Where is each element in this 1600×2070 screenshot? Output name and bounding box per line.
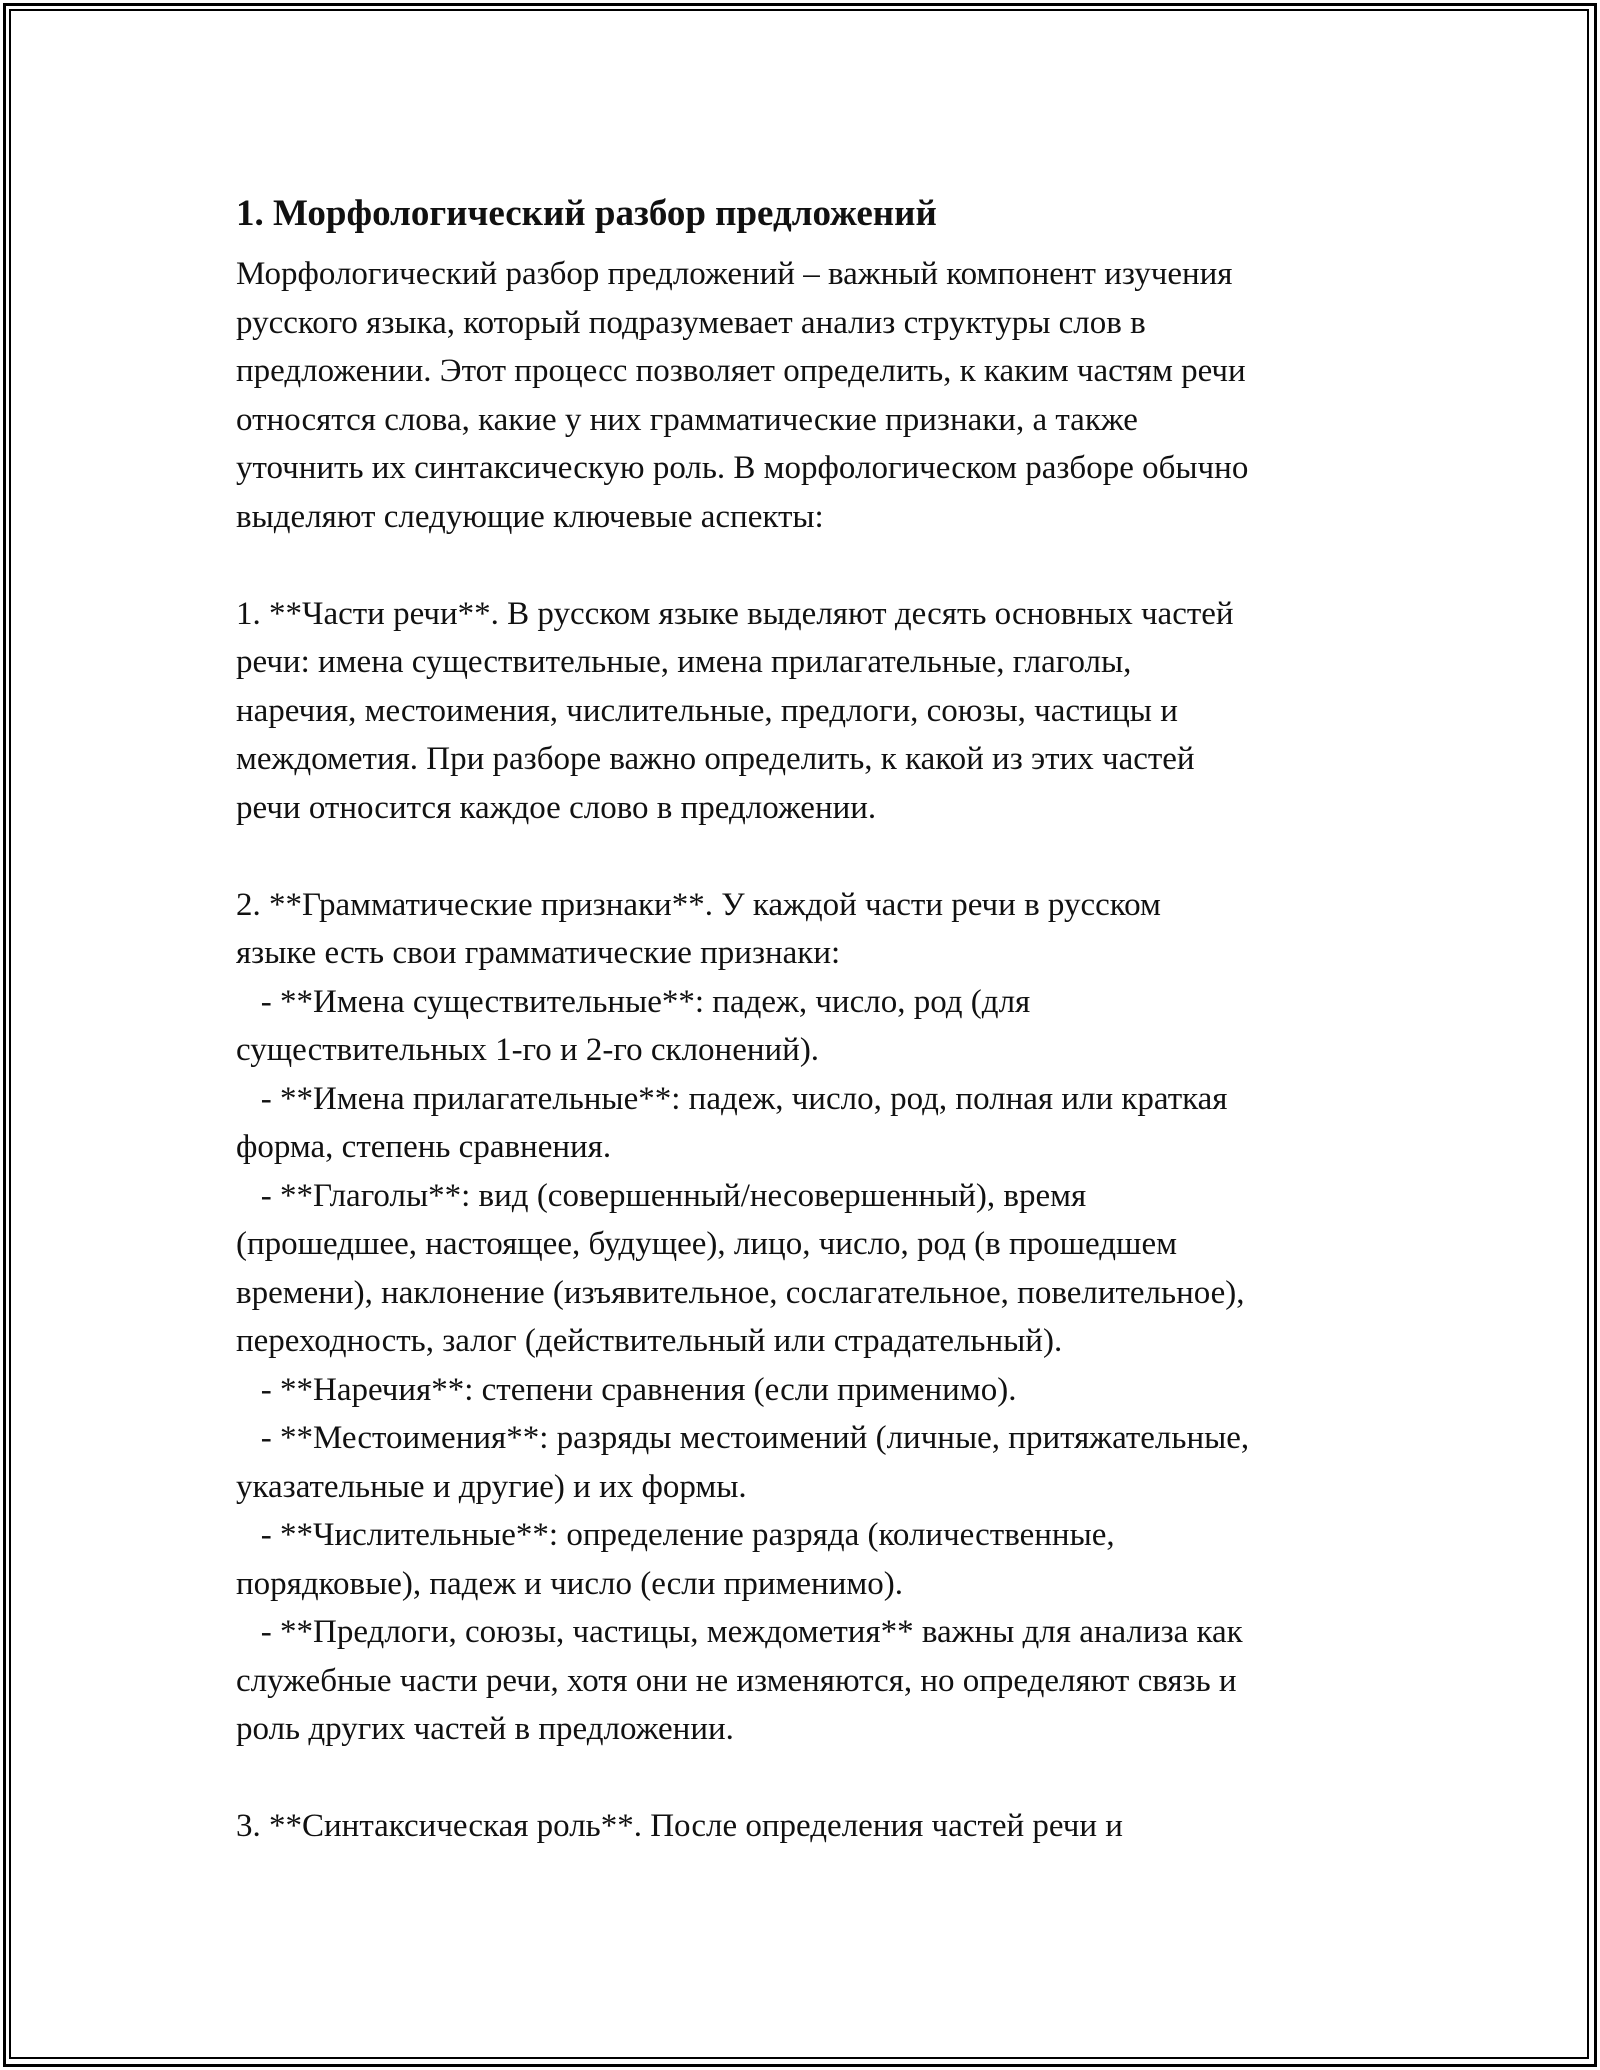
blank-line: [236, 1754, 1376, 1803]
text-line: речи: имена существительные, имена прилагательные, глаголы,: [236, 644, 1132, 680]
text-line: 1. **Части речи**. В русском языке выделяют десять основных частей: [236, 595, 1234, 632]
text-line: служебные части речи, хотя они не изменяются, но определяют связь и: [236, 1662, 1237, 1699]
text-line: русского языка, который подразумевает анализ структуры слов в: [236, 304, 1146, 341]
text-line: 3. **Синтаксическая роль**. После определения частей речи и: [236, 1808, 1123, 1844]
text-line: 2. **Грамматические признаки**. У каждой части речи в русском: [236, 886, 1161, 923]
text-line: выделяют следующие ключевые аспекты:: [236, 498, 824, 535]
text-line: существительных 1-го и 2-го склонений).: [236, 1032, 820, 1068]
text-line: порядковые), падеж и число (если применимо).: [236, 1565, 903, 1602]
text-line: форма, степень сравнения.: [236, 1129, 612, 1165]
section-heading: 1. Морфологический разбор предложений: [236, 193, 937, 234]
text-line: - **Имена прилагательные**: падеж, число, род, полная или краткая: [236, 1080, 1228, 1117]
text-line: речи относится каждое слово в предложении.: [236, 789, 877, 826]
text-line: относятся слова, какие у них грамматические признаки, а также: [236, 401, 1138, 438]
blank-line: [236, 541, 1376, 590]
text-line: предложении. Этот процесс позволяет определить, к каким частям речи: [236, 353, 1246, 389]
text-line: наречия, местоимения, числительные, предлоги, союзы, частицы и: [236, 692, 1178, 729]
blank-line: [236, 832, 1376, 881]
text-line: - **Наречия**: степени сравнения (если применимо).: [236, 1371, 1017, 1408]
text-line: Морфологический разбор предложений – важный компонент изучения: [236, 256, 1233, 292]
text-line: междометия. При разборе важно определить, к какой из этих частей: [236, 741, 1195, 777]
text-line: переходность, залог (действительный или страдательный).: [236, 1323, 1063, 1359]
paragraph-lines: [236, 250, 1376, 1851]
text-line: - **Местоимения**: разряды местоимений (личные, притяжательные,: [236, 1420, 1250, 1456]
text-line: уточнить их синтаксическую роль. В морфологическом разборе обычно: [236, 450, 1249, 486]
text-line: - **Глаголы**: вид (совершенный/несовершенный), время: [236, 1177, 1087, 1214]
text-line: времени), наклонение (изъявительное, сослагательное, повелительное),: [236, 1274, 1245, 1311]
document-body: [236, 186, 1376, 1851]
text-line: - **Имена существительные**: падеж, число, род (для: [236, 983, 1031, 1020]
text-line: - **Числительные**: определение разряда (количественные,: [236, 1517, 1115, 1553]
text-line: роль других частей в предложении.: [236, 1711, 734, 1747]
text-line: языке есть свои грамматические признаки:: [236, 935, 841, 971]
text-line: (прошедшее, настоящее, будущее), лицо, число, род (в прошедшем: [236, 1226, 1177, 1262]
text-line: указательные и другие) и их формы.: [236, 1468, 747, 1505]
text-line: - **Предлоги, союзы, частицы, междометия** важны для анализа как: [236, 1614, 1243, 1650]
